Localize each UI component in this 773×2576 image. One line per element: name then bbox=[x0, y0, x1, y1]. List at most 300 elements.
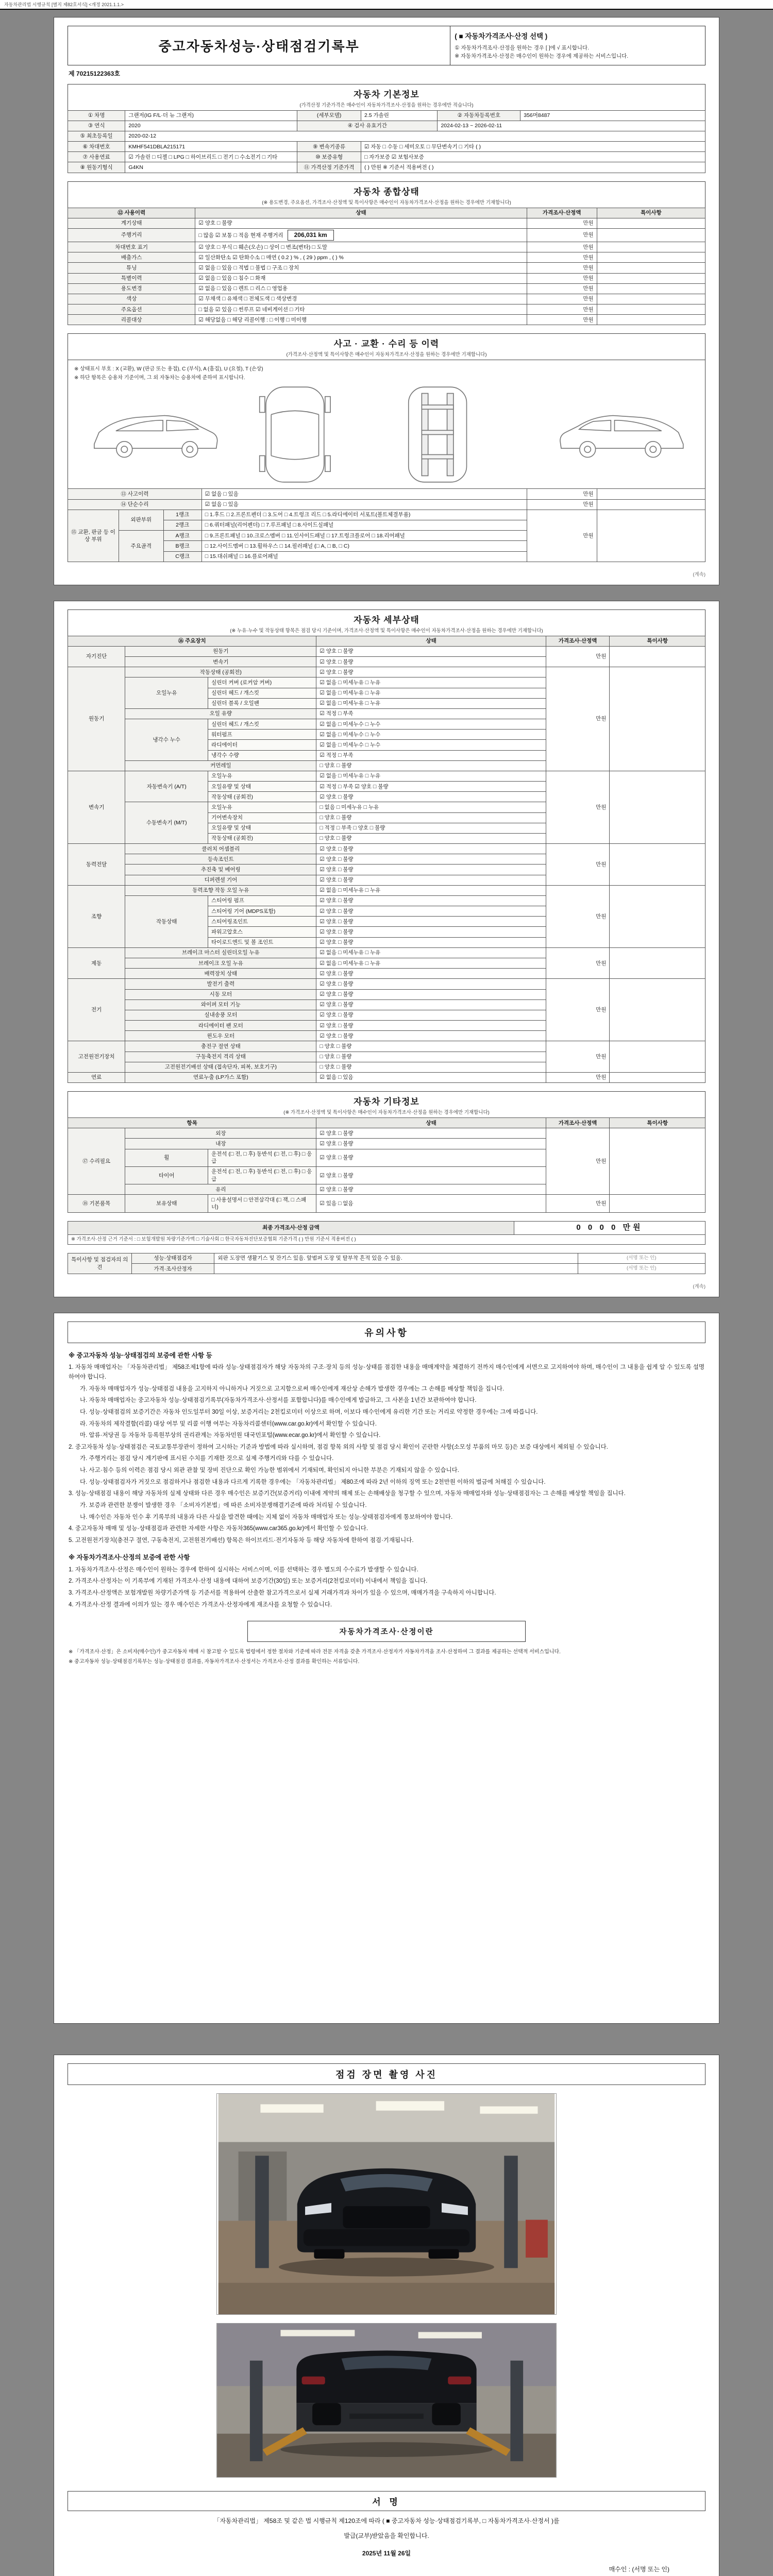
status-cell[interactable]: □ 양호 □ 불량 bbox=[316, 1052, 546, 1062]
status-cell[interactable]: ☑ 없음 □ 미세누수 □ 누수 bbox=[316, 719, 546, 730]
inspection-photo-rear-underside bbox=[216, 2323, 557, 2478]
row-label: 윈도우 모터 bbox=[125, 1031, 316, 1041]
note-cell bbox=[610, 1128, 705, 1195]
status-cell[interactable]: ☑ 없음 □ 미세누유 □ 누유 bbox=[316, 885, 546, 895]
notice-line: 1. 자동차가격조사·산정은 매수인이 원하는 경우에 한하여 실시하는 서비스이며, 이를 선택하는 경우 별도의 수수료가 발생할 수 있습니다. bbox=[69, 1566, 418, 1573]
item-label: 오일유량 및 상태 bbox=[208, 782, 316, 792]
section-title-comprehensive: 자동차 종합상태 bbox=[354, 187, 419, 197]
row-label: 브레이크 오일 누유 bbox=[125, 958, 316, 969]
price-cell: 만원 bbox=[546, 885, 610, 947]
status-cell[interactable]: ☑ 양호 □ 불량 bbox=[316, 667, 546, 677]
definition-fine-print-2: ※ 중고자동차 성능·상태점검기록부는 성능·상태점검 결과를, 자동차가격조사·산정서는 가격조사·산정 결과를 확인하는 서류입니다. bbox=[69, 1658, 360, 1665]
item-label: 타이로드엔드 및 볼 조인트 bbox=[208, 937, 316, 947]
notice-line: 가. 자동차 매매업자가 성능·상태점검 내용을 고지하지 아니하거나 거짓으로 고지함으로써 매수인에게 재산상 손해가 발생한 경우에는 그 손해를 배상할 책임을 집니다. bbox=[80, 1385, 505, 1392]
row-label: 주요옵션 bbox=[68, 304, 195, 315]
signature-date: 2025년 11월 26일 bbox=[362, 2549, 411, 2557]
row-label: 오일 유량 bbox=[125, 708, 316, 719]
row-label: 보유상태 bbox=[125, 1195, 208, 1212]
section-note-detail: (※ 누유·누수 및 작동상태 항목은 점검 당시 기준이며, 가격조사·산정액 및 특이사항은 매수인이 자동차가격조사·산정을 원하는 경우에만 기재합니다) bbox=[230, 628, 543, 634]
value-cell[interactable]: ☑ 가솔린 □ 디젤 □ LPG □ 하이브리드 □ 전기 □ 수소전기 □ 기타 bbox=[125, 152, 297, 162]
note-cell bbox=[597, 315, 705, 325]
row-label: 구동축전지 격리 상태 bbox=[125, 1052, 316, 1062]
row-label: ⑰ 수리필요 bbox=[68, 1128, 125, 1195]
section-detail-state bbox=[68, 609, 705, 1083]
row-label: ⑬ 사고이력 bbox=[68, 489, 202, 499]
status-cell[interactable]: □ 양호 □ 불량 bbox=[316, 1062, 546, 1072]
status-cell[interactable]: □ 양호 □ 불량 bbox=[316, 812, 546, 823]
status-cell[interactable]: ☑ 무채색 □ 유채색 □ 전체도색 □ 색상변경 bbox=[195, 294, 527, 304]
status-cell[interactable]: ☑ 양호 □ 불량 bbox=[316, 854, 546, 865]
note-cell bbox=[610, 771, 705, 843]
row-label: 디퍼렌셜 기어 bbox=[125, 875, 316, 885]
notice-line: 나. 매수인은 자동차 인수 후 기록부의 내용과 다른 사실을 발견한 때에는 지체 없이 자동차 매매업자 또는 성능·상태점검자에게 통보하여야 합니다. bbox=[80, 1514, 453, 1520]
status-cell[interactable]: □ 9.프론트패널 □ 10.크로스멤버 □ 11.인사이드패널 □ 17.트렁크플로어 □ 18.리어패널 bbox=[201, 531, 527, 541]
note-cell bbox=[597, 218, 705, 228]
status-cell[interactable]: □ 많음 ☑ 보통 □ 적음 현재 주행거리 206,031 km bbox=[195, 228, 527, 242]
section-head-comprehensive bbox=[68, 181, 705, 208]
status-cell[interactable]: ☑ 적정 □ 부족 bbox=[316, 708, 546, 719]
status-cell[interactable]: □ 양호 □ 불량 bbox=[316, 760, 546, 771]
price-cell: 만원 bbox=[546, 646, 610, 667]
status-cell[interactable]: □ 양호 □ 불량 bbox=[316, 1041, 546, 1052]
row-label: ⑱ 기본품목 bbox=[68, 1195, 125, 1212]
item-label: 오일유량 및 상태 bbox=[208, 823, 316, 833]
row-label: ⑮ 교환, 판금 등 이상 부위 bbox=[68, 510, 119, 562]
document-number: 제 70215122363호 bbox=[69, 70, 120, 77]
status-cell[interactable]: □ 양호 □ 불량 bbox=[316, 833, 546, 843]
damage-scope-legend: ※ 하단 항목은 승용차 기준이며, 그 외 자동차는 승용차에 준하여 표시합니다. bbox=[74, 375, 245, 381]
price-survey-select-checkbox[interactable]: ① 자동차가격조사·산정을 원하는 경우 [ ]에 √ 표시합니다. bbox=[455, 45, 590, 51]
status-cell[interactable]: ☑ 없음 □ 미세누유 □ 누유 bbox=[316, 958, 546, 969]
sheet-notices bbox=[54, 1313, 719, 2024]
row-label: 배출가스 bbox=[68, 252, 195, 263]
price-cell: 만원 bbox=[527, 263, 597, 273]
section-title-basic: 자동차 기본정보 bbox=[354, 89, 419, 99]
status-cell[interactable]: ☑ 해당없음 □ 해당 리콜이행 : □ 이행 □ 미이행 bbox=[195, 315, 527, 325]
notice-line: 2. 가격조사·산정자는 이 기록부에 기재된 가격조사·산정 내용에 대하여 보증기간(30일) 또는 보증거리(2천킬로미터) 이내에서 책임을 집니다. bbox=[69, 1578, 428, 1585]
row-label: 튜닝 bbox=[68, 263, 195, 273]
note-cell bbox=[597, 489, 705, 499]
status-cell[interactable]: ☑ 양호 □ 불량 bbox=[316, 917, 546, 927]
status-cell[interactable]: ☑ 없음 □ 미세누유 □ 누유 bbox=[316, 947, 546, 958]
status-cell[interactable]: ☑ 양호 □ 불량 bbox=[316, 1031, 546, 1041]
row-label: 동력전달 bbox=[68, 844, 125, 886]
status-cell[interactable]: ☑ 양호 □ 불량 bbox=[316, 657, 546, 667]
item-label: 스티어링조인트 bbox=[208, 917, 316, 927]
row-label: 유리 bbox=[125, 1184, 316, 1195]
status-cell[interactable]: ☑ 양호 □ 불량 bbox=[316, 895, 546, 906]
status-cell[interactable]: ☑ 없음 □ 미세누유 □ 누유 bbox=[316, 688, 546, 698]
row-label: 연료 bbox=[68, 1072, 125, 1082]
value-cell: 356머8487 bbox=[520, 110, 705, 121]
section-head-detail bbox=[68, 609, 705, 636]
column-header: 가격조사·산정액 bbox=[546, 636, 610, 646]
column-header: 항목 bbox=[68, 1118, 316, 1128]
status-cell[interactable]: ☑ 양호 □ 불량 bbox=[316, 927, 546, 937]
row-label: 충전구 절연 상태 bbox=[125, 1041, 316, 1052]
form-reference: 자동차관리법 시행규칙 [별지 제82호서식] <개정 2021.1.1.> bbox=[0, 0, 773, 10]
note-cell bbox=[610, 885, 705, 947]
status-cell[interactable]: ☑ 양호 □ 불량 bbox=[316, 969, 546, 979]
row-label: 자기진단 bbox=[68, 646, 125, 667]
row-label: ⑤ 최초등록일 bbox=[68, 131, 125, 141]
item-label[interactable]: □ 사용설명서 □ 안전삼각대 (□ 잭, □ 스패너) bbox=[208, 1195, 316, 1212]
price-cell: 만원 bbox=[546, 1072, 610, 1082]
row-label: ⑨ 변속기종류 bbox=[297, 142, 361, 152]
price-survey-definition-box: 자동차가격조사·산정이란 bbox=[247, 1621, 526, 1642]
notice-line: 4. 중고자동차 매매 및 성능·상태점검과 관련한 자세한 사항은 자동차365(www.car365.go.kr)에서 확인할 수 있습니다. bbox=[69, 1526, 368, 1532]
inspection-photo-front bbox=[216, 2093, 557, 2315]
status-cell[interactable]: □ 없음 ☑ 있음 □ 썬루프 ☑ 네비게이션 □ 기타 bbox=[195, 304, 527, 315]
row-label: ⑦ 사용연료 bbox=[68, 152, 125, 162]
status-cell[interactable]: ☑ 양호 □ 부식 □ 훼손(오손) □ 상이 □ 변조(변타) □ 도말 bbox=[195, 242, 527, 252]
status-cell[interactable]: ☑ 없음 □ 미세누유 □ 누유 bbox=[316, 698, 546, 708]
sheet-detail-state bbox=[54, 601, 719, 1298]
row-label: 자동변속기 (A/T) bbox=[125, 771, 208, 802]
section-note-comprehensive: (※ 용도변경, 주요옵션, 가격조사·산정액 및 특이사항은 매수인이 자동차가격조사·산정을 원하는 경우에만 기재합니다) bbox=[262, 199, 511, 206]
notices-title: 유의사항 bbox=[68, 1321, 705, 1343]
notice-line: 마. 압류·저당권 등 자동차 등록원부상의 권리관계는 자동차민원 대국민포털(www.ecar.go.kr)에서 확인할 수 있습니다. bbox=[80, 1432, 381, 1439]
column-header: ⑯ 주요장치 bbox=[68, 636, 316, 646]
status-cell[interactable]: ☑ 양호 □ 불량 bbox=[195, 218, 527, 228]
price-cell: 만원 bbox=[527, 273, 597, 283]
notice-line: 가. 주행거리는 점검 당시 계기판에 표시된 수치를 기재한 것으로 실제 주행거리와 다를 수 있습니다. bbox=[80, 1455, 334, 1462]
section-accident-history bbox=[68, 333, 705, 562]
notice-line: 4. 가격조사·산정 결과에 이의가 있는 경우 매수인은 가격조사·산정자에게 재조사를 요청할 수 있습니다. bbox=[69, 1601, 332, 1608]
row-label: 1랭크 bbox=[163, 510, 201, 520]
status-cell[interactable]: ☑ 양호 □ 불량 bbox=[316, 865, 546, 875]
column-header: 상태 bbox=[195, 208, 527, 218]
column-header: 가격조사·산정액 bbox=[527, 208, 597, 218]
status-cell[interactable]: ☑ 양호 □ 불량 bbox=[316, 906, 546, 917]
item-label[interactable]: 운전석 (□ 전, □ 후) 동반석 (□ 전, □ 후) □ 응급 bbox=[208, 1149, 316, 1166]
column-header: 최종 가격조사·산정 금액 bbox=[68, 1221, 514, 1234]
row-label: 오일누유 bbox=[125, 677, 208, 709]
row-label: 클러치 어셈블리 bbox=[125, 844, 316, 854]
row-label: 차대번호 표기 bbox=[68, 242, 195, 252]
row-label: 추진축 및 베어링 bbox=[125, 865, 316, 875]
status-cell[interactable]: ☑ 적정 □ 부족 bbox=[316, 750, 546, 760]
row-label: 커먼레일 bbox=[125, 760, 316, 771]
status-cell[interactable]: ☑ 양호 □ 불량 bbox=[316, 1010, 546, 1020]
section-head-other bbox=[68, 1091, 705, 1117]
status-cell[interactable]: ☑ 없음 □ 있음 □ 적법 □ 불법 □ 구조 □ 장치 bbox=[195, 263, 527, 273]
item-label: 작동상태 (공회전) bbox=[208, 833, 316, 843]
row-label: 색상 bbox=[68, 294, 195, 304]
price-cell: 만원 bbox=[546, 1195, 610, 1212]
item-label: 오일누유 bbox=[208, 771, 316, 781]
odometer-value: 206,031 km bbox=[288, 230, 334, 240]
row-label: ⑩ 보증유형 bbox=[297, 152, 361, 162]
column-header: 특이사항 bbox=[597, 208, 705, 218]
row-label: C랭크 bbox=[163, 551, 201, 562]
note-cell bbox=[597, 294, 705, 304]
price-cell: 만원 bbox=[527, 218, 597, 228]
price-cell: 만원 bbox=[546, 979, 610, 1041]
status-cell[interactable]: ☑ 양호 □ 불량 bbox=[316, 1021, 546, 1031]
row-label: ⑪ 가격산정 기준가격 bbox=[297, 162, 361, 173]
row-label: ① 차명 bbox=[68, 110, 125, 121]
price-cell: 만원 bbox=[527, 283, 597, 294]
signature-cell: (서명 또는 인) bbox=[578, 1253, 705, 1263]
notice-subheading: ※ 자동차가격조사·산정의 보증에 관한 사항 bbox=[69, 1554, 190, 1562]
status-cell[interactable]: ☑ 없음 □ 있음 □ 침수 □ 화재 bbox=[195, 273, 527, 283]
status-cell[interactable]: ☑ 양호 □ 불량 bbox=[316, 1184, 546, 1195]
item-label: 실린더 커버 (로커암 커버) bbox=[208, 677, 316, 688]
column-header: 가격조사·산정액 bbox=[546, 1118, 610, 1128]
buyer-signature-line[interactable]: 매수인 : (서명 또는 인) bbox=[609, 2565, 669, 2573]
status-cell[interactable]: ☑ 양호 □ 불량 bbox=[316, 1149, 546, 1166]
notice-line: 다. 성능·상태점검자가 거짓으로 점검하거나 점검한 내용과 다르게 기록한 경우에는 「자동차관리법」 제80조에 따라 2년 이하의 징역 또는 2천만원 이하의 벌금에 처해질 수 있습니다. bbox=[80, 1479, 546, 1485]
note-cell bbox=[610, 844, 705, 886]
note-cell bbox=[597, 263, 705, 273]
comprehensive-state-table bbox=[68, 208, 705, 326]
row-label: ⑭ 단순수리 bbox=[68, 499, 202, 510]
final-amount: 0 0 0 0 만원 bbox=[514, 1221, 705, 1234]
value-cell: 외판 도장면 생활기스 및 잔기스 있음. 앞범퍼 도장 및 탈부착 흔적 있을 수 있음. bbox=[214, 1253, 578, 1263]
row-label: 2랭크 bbox=[163, 520, 201, 530]
signature-statement-line1: 「자동차관리법」 제58조 및 같은 법 시행규칙 제120조에 따라 ( ■ 중고자동차 성능·상태점검기록부, □ 자동차가격조사·산정서 )를 bbox=[213, 2517, 560, 2525]
status-cell[interactable]: ☑ 양호 □ 불량 bbox=[316, 792, 546, 802]
price-cell: 만원 bbox=[527, 499, 597, 510]
status-cell[interactable]: ☑ 양호 □ 불량 bbox=[316, 989, 546, 999]
basis-note[interactable]: ※ 가격조사·산정 근거 기준서 : □ 보험개발원 차량기준가액 □ 기술사회 □ 한국자동차진단보증협회 기준가격 ( ) 만원 기준서 적용버전 ( ) bbox=[68, 1235, 705, 1245]
notice-line: 2. 중고자동차 성능·상태점검은 국토교통부장관이 정하여 고시하는 기준과 방법에 따라 실시하며, 점검 항목 외의 사항 및 점검 당시 확인이 곤란한 사항(소모성 부품의 마모 등)은 보증 대상에서 제외될 수 있습니다. bbox=[69, 1444, 608, 1450]
row-label: 작동상태 bbox=[125, 895, 208, 947]
row-label: 용도변경 bbox=[68, 283, 195, 294]
row-label: 원동기 bbox=[68, 667, 125, 771]
value-cell: 그랜저(IG F/L·더 뉴 그랜저) bbox=[125, 110, 297, 121]
row-label: A랭크 bbox=[163, 531, 201, 541]
row-label: 리콜대상 bbox=[68, 315, 195, 325]
item-label: 실린더 블록 / 오일팬 bbox=[208, 698, 316, 708]
section-basic-info bbox=[68, 84, 705, 173]
status-cell[interactable]: ☑ 없음 □ 있음 bbox=[201, 489, 527, 499]
damage-code-legend: ※ 상태표시 부호 : X (교환), W (판금 또는 용접), C (부식), A (흠집), U (요철), T (손상) bbox=[74, 366, 263, 372]
status-cell[interactable]: ☑ 없음 □ 있음 bbox=[316, 1072, 546, 1082]
row-label: 변속기 bbox=[125, 657, 316, 667]
signature-section-title: 서 명 bbox=[68, 2491, 705, 2511]
row-label: 작동상태 (공회전) bbox=[125, 667, 316, 677]
row-label: 외판부위 bbox=[119, 510, 163, 530]
row-label: 냉각수 누수 bbox=[125, 719, 208, 761]
column-header: 특이사항 bbox=[610, 1118, 705, 1128]
section-note-accident: (가격조사·산정액 및 특이사항은 매수인이 자동차가격조사·산정을 원하는 경우에만 기재합니다) bbox=[286, 352, 487, 358]
item-label: 스티어링 기어 (MDPS포함) bbox=[208, 906, 316, 917]
status-cell[interactable]: ☑ 양호 □ 불량 bbox=[316, 937, 546, 947]
car-diagram-box bbox=[68, 360, 705, 488]
row-label: ③ 연식 bbox=[68, 121, 125, 131]
other-info-table bbox=[68, 1117, 705, 1213]
status-cell[interactable]: ☑ 없음 □ 미세누유 □ 누유 bbox=[316, 771, 546, 781]
price-cell: 만원 bbox=[527, 294, 597, 304]
photos-title: 점검 장면 촬영 사진 bbox=[68, 2063, 705, 2085]
inspector-opinion-table bbox=[68, 1253, 705, 1274]
price-cell: 만원 bbox=[527, 242, 597, 252]
row-label: ⑥ 차대번호 bbox=[68, 142, 125, 152]
accident-history-table bbox=[68, 488, 705, 562]
status-cell[interactable]: ☑ 없음 □ 있음 bbox=[201, 499, 527, 510]
row-label: 등속조인트 bbox=[125, 854, 316, 865]
note-cell bbox=[610, 979, 705, 1041]
detail-state-table bbox=[68, 636, 705, 1083]
notice-line: 5. 고전원전기장치(충전구 절연, 구동축전지, 고전원전기배선) 항목은 하이브리드·전기자동차 등 해당 자동차에 한하여 점검·기재됩니다. bbox=[69, 1537, 414, 1544]
price-survey-select-note: ※ 자동차가격조사·산정은 매수인이 원하는 경우에 제공하는 서비스입니다. bbox=[455, 53, 629, 60]
value-cell bbox=[214, 1264, 578, 1274]
sheet-basic-info bbox=[54, 17, 719, 585]
row-label: B랭크 bbox=[163, 541, 201, 551]
notice-line: 나. 자동차 매매업자는 중고자동차 성능·상태점검기록부(자동차가격조사·산정서를 포함합니다)를 매수인에게 발급하고, 그 사본을 1년간 보관하여야 합니다. bbox=[80, 1397, 477, 1404]
status-cell[interactable]: □ 적정 □ 부족 □ 양호 □ 불량 bbox=[316, 823, 546, 833]
row-label: 배력장치 상태 bbox=[125, 969, 316, 979]
sheet-photos bbox=[54, 2055, 719, 2576]
row-label: 원동기 bbox=[125, 646, 316, 656]
item-label: 스티어링 펌프 bbox=[208, 895, 316, 906]
section-note-basic: (가격산정 기준가격은 매수인이 자동차가격조사·산정을 원하는 경우에만 적습니다) bbox=[299, 102, 474, 108]
status-cell[interactable]: ☑ 양호 □ 불량 bbox=[316, 979, 546, 989]
item-label: 작동상태 (공회전) bbox=[208, 792, 316, 802]
row-label: 고전원전기장치 bbox=[68, 1041, 125, 1073]
section-title-detail: 자동차 세부상태 bbox=[354, 615, 419, 625]
section-note-other: (※ 가격조사·산정액 및 특이사항은 매수인이 자동차가격조사·산정을 원하는 경우에만 기재합니다) bbox=[283, 1110, 490, 1116]
price-cell: 만원 bbox=[527, 304, 597, 315]
status-cell[interactable]: ☑ 없음 □ 미세누유 □ 누유 bbox=[316, 677, 546, 688]
status-cell[interactable]: ☑ 양호 □ 불량 bbox=[316, 875, 546, 885]
price-cell: 만원 bbox=[527, 489, 597, 499]
status-cell[interactable]: ☑ 양호 □ 불량 bbox=[316, 1166, 546, 1184]
price-cell: 만원 bbox=[546, 844, 610, 886]
value-cell: 2020 bbox=[125, 121, 297, 131]
section-title-other: 자동차 기타정보 bbox=[354, 1097, 419, 1107]
notice-line: 3. 성능·상태점검 내용이 해당 자동차의 실제 상태와 다른 경우 매수인은 보증기간(보증거리) 이내에 계약의 해제 또는 손해배상을 청구할 수 있으며, 자동차 매매업자와 성능·상태점검자는 그 손해를 배상할 책임을 집니다. bbox=[69, 1490, 626, 1497]
row-label: 제동 bbox=[68, 947, 125, 979]
item-label: 워터펌프 bbox=[208, 730, 316, 740]
note-cell bbox=[597, 228, 705, 242]
row-label: 브레이크 마스터 실린더오일 누유 bbox=[125, 947, 316, 958]
row-label: 라디에이터 팬 모터 bbox=[125, 1021, 316, 1031]
value-cell[interactable]: ☑ 자동 □ 수동 □ 세미오토 □ 무단변속기 □ 기타 ( ) bbox=[361, 142, 705, 152]
row-label: 고전원전기배선 상태 (접속단자, 피복, 보호기구) bbox=[125, 1062, 316, 1072]
item-label: 파워고압호스 bbox=[208, 927, 316, 937]
notice-line: 라. 자동차의 제작결함(리콜) 대상 여부 및 리콜 이행 여부는 자동차리콜센터(www.car.go.kr)에서 확인할 수 있습니다. bbox=[80, 1420, 377, 1427]
header-box bbox=[68, 26, 705, 65]
row-label: ④ 검사 유효기간 bbox=[297, 121, 438, 131]
status-cell[interactable]: ☑ 없음 □ 있음 □ 렌트 □ 리스 □ 영업용 bbox=[195, 283, 527, 294]
price-cell: 만원 bbox=[546, 667, 610, 771]
signature-cell: (서명 또는 인) bbox=[578, 1264, 705, 1274]
item-label: 실린더 헤드 / 개스킷 bbox=[208, 688, 316, 698]
row-label: 발전기 출력 bbox=[125, 979, 316, 989]
row-label: 와이퍼 모터 기능 bbox=[125, 999, 316, 1010]
row-label: 주행거리 bbox=[68, 228, 195, 242]
row-label: 특별이력 bbox=[68, 273, 195, 283]
note-cell bbox=[597, 273, 705, 283]
section-comprehensive bbox=[68, 181, 705, 326]
notice-line: 가. 보증과 관련한 분쟁이 발생한 경우 「소비자기본법」에 따른 소비자분쟁해결기준에 따라 처리될 수 있습니다. bbox=[80, 1502, 367, 1509]
note-cell bbox=[597, 283, 705, 294]
notice-line: 다. 성능·상태점검의 보증기간은 자동차 인도일부터 30일 이상, 보증거리는 2천킬로미터 이상으로 하며, 이보다 매수인에게 유리한 기간 또는 거리로 약정한 경우에는 그에 따릅니다. bbox=[80, 1409, 538, 1415]
status-cell[interactable]: ☑ 양호 □ 불량 bbox=[316, 844, 546, 854]
value-cell: G4KN bbox=[125, 162, 297, 173]
row-label: ⑧ 원동기형식 bbox=[68, 162, 125, 173]
status-cell[interactable]: ☑ 일산화탄소 ☑ 탄화수소 □ 매연 ( 0.2 ) % , ( 29 ) ppm , ( ) % bbox=[195, 252, 527, 263]
note-cell bbox=[597, 252, 705, 263]
row-label: 계기상태 bbox=[68, 218, 195, 228]
item-label: 라디에이터 bbox=[208, 740, 316, 750]
row-label: 외장 bbox=[125, 1128, 316, 1139]
basic-info-table bbox=[68, 110, 705, 173]
note-cell bbox=[610, 646, 705, 667]
price-cell: 만원 bbox=[527, 228, 597, 242]
item-label: 오일누유 bbox=[208, 802, 316, 812]
note-cell bbox=[610, 1041, 705, 1073]
continued-marker: (계속) bbox=[693, 571, 705, 578]
status-cell[interactable]: □ 없음 □ 미세누유 □ 누유 bbox=[316, 802, 546, 812]
status-cell[interactable]: ☑ 양호 □ 불량 bbox=[316, 1128, 546, 1139]
status-cell[interactable]: ☑ 양호 □ 불량 bbox=[316, 1139, 546, 1149]
item-label: 냉각수 수량 bbox=[208, 750, 316, 760]
document-title: 중고자동차성능·상태점검기록부 bbox=[68, 26, 450, 65]
item-label[interactable]: 운전석 (□ 전, □ 후) 동반석 (□ 전, □ 후) □ 응급 bbox=[208, 1166, 316, 1184]
value-cell: 2020-02-12 bbox=[125, 131, 705, 141]
price-survey-select-title: ( ■ 자동차가격조사·산정 선택 ) bbox=[455, 32, 548, 40]
notice-line: 나. 사고·침수 등의 이력은 점검 당시 외관 관찰 및 장비 진단으로 확인 가능한 범위에서 기재되며, 확인되지 아니한 부분은 기재되지 않을 수 있습니다. bbox=[80, 1467, 459, 1474]
price-cell: 만원 bbox=[527, 510, 597, 562]
status-cell[interactable]: □ 12.사이드멤버 □ 13.휠하우스 □ 14.필러패널 (□ A, □ B, □ C) bbox=[201, 541, 527, 551]
final-price-table bbox=[68, 1221, 705, 1245]
continued-marker: (계속) bbox=[693, 1284, 705, 1290]
value-cell: 2.5 가솔린 bbox=[361, 110, 438, 121]
note-cell bbox=[610, 1072, 705, 1082]
row-label: 전기 bbox=[68, 979, 125, 1041]
signature-statement-line2: 발급(교부)받았음을 확인합니다. bbox=[344, 2532, 429, 2540]
price-cell: 만원 bbox=[546, 1041, 610, 1073]
row-label: 특이사항 및 점검자의 의견 bbox=[68, 1253, 132, 1274]
row-label: 성능·상태점검자 bbox=[131, 1253, 214, 1263]
status-cell[interactable]: ☑ 적정 □ 부족 ☑ 양호 □ 불량 bbox=[316, 782, 546, 792]
note-cell bbox=[597, 304, 705, 315]
value-cell[interactable]: □ 자가보증 ☑ 보험사보증 bbox=[361, 152, 705, 162]
row-label: 수동변속기 (M/T) bbox=[125, 802, 208, 844]
status-cell[interactable]: □ 6.쿼터패널(리어펜더) □ 7.루프패널 □ 8.사이드실패널 bbox=[201, 520, 527, 530]
row-label: 동력조향 작동 오일 누유 bbox=[125, 885, 316, 895]
status-cell[interactable]: ☑ 있음 □ 없음 bbox=[316, 1195, 546, 1212]
row-label: 조향 bbox=[68, 885, 125, 947]
status-cell[interactable]: □ 15.대쉬패널 □ 16.플로어패널 bbox=[201, 551, 527, 562]
note-cell bbox=[597, 499, 705, 510]
column-header: 특이사항 bbox=[610, 636, 705, 646]
item-label: 기어변속장치 bbox=[208, 812, 316, 823]
definition-fine-print-1: ※ 「가격조사·산정」은 소비자(매수인)가 중고자동차 매매 시 참고할 수 있도록 법령에서 정한 절차와 기준에 따라 전문 자격을 갖춘 가격조사·산정자가 자동차가격을 조사·산정하여 그 결과를 제공하는 선택적 서비스입니다. bbox=[69, 1649, 561, 1655]
row-label: 실내송풍 모터 bbox=[125, 1010, 316, 1020]
status-cell[interactable]: ☑ 양호 □ 불량 bbox=[316, 999, 546, 1010]
status-cell[interactable]: ☑ 없음 □ 미세누수 □ 누수 bbox=[316, 740, 546, 750]
status-cell[interactable]: □ 1.후드 □ 2.프론트펜더 □ 3.도어 □ 4.트렁크 리드 □ 5.라디에이터 서포트(볼트체결부품) bbox=[201, 510, 527, 520]
notice-line: 3. 가격조사·산정액은 보험개발원 차량기준가액 등 기준서를 적용하여 산출한 참고가격으로서 실제 거래가격과 차이가 있을 수 있으며, 매매가격을 구속하지 아니합니다. bbox=[69, 1589, 496, 1596]
section-head-accident bbox=[68, 333, 705, 360]
status-cell[interactable]: ☑ 양호 □ 불량 bbox=[316, 646, 546, 656]
price-cell: 만원 bbox=[527, 252, 597, 263]
note-cell bbox=[597, 510, 705, 562]
price-cell: 만원 bbox=[527, 315, 597, 325]
item-label: 실린더 헤드 / 개스킷 bbox=[208, 719, 316, 730]
row-label: (세부모델) bbox=[297, 110, 361, 121]
status-cell[interactable]: ☑ 없음 □ 미세누수 □ 누수 bbox=[316, 730, 546, 740]
section-other-info bbox=[68, 1091, 705, 1213]
section-head-basic bbox=[68, 84, 705, 110]
price-cell: 만원 bbox=[546, 1128, 610, 1195]
row-label: 연료누출 (LP가스 포함) bbox=[125, 1072, 316, 1082]
